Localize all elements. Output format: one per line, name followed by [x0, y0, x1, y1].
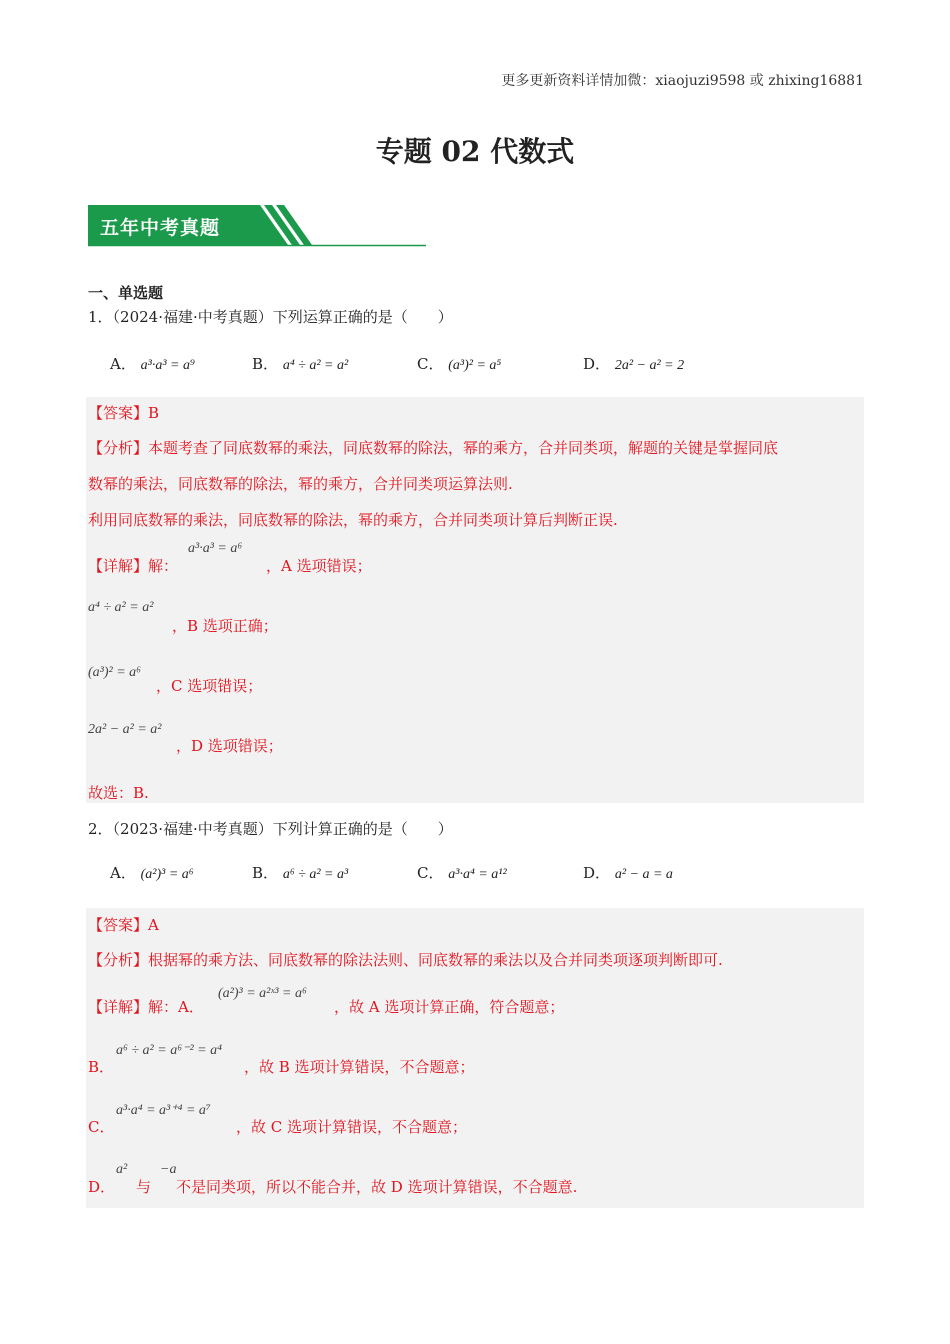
q2-detail-text-b: ，故 B 选项计算错误，不合题意；	[244, 1058, 475, 1076]
q2-detail-text-a: ，故 A 选项计算正确，符合题意；	[334, 998, 565, 1016]
option-math: a³·a⁴ = a¹²	[448, 867, 507, 882]
q2-option-b	[252, 862, 348, 883]
q2-detail-math-a: (a²)³ = a²ˣ³ = a⁶	[218, 986, 307, 1001]
section-heading: 一、单选题	[88, 284, 164, 302]
option-label: A．	[110, 355, 136, 373]
q2-solution-box	[86, 908, 864, 1208]
q1-analysis-line-1: 【分析】本题考查了同底数幂的乘法，同底数幂的除法，幂的乘方，合并同类项，解题的关键是掌握同底	[88, 439, 779, 457]
q2-detail-label: 【详解】解：A．	[88, 998, 204, 1016]
q1-analysis-line-2: 数幂的乘法，同底数幂的除法，幂的乘方，合并同类项运算法则.	[88, 475, 513, 493]
section-banner	[88, 203, 426, 247]
option-math: a⁴ ÷ a² = a²	[282, 358, 349, 373]
option-label: D．	[583, 864, 611, 882]
q2-detail-math-d2: −a	[160, 1162, 177, 1177]
q1-answer: 【答案】B	[88, 404, 160, 422]
option-math: a⁶ ÷ a² = a³	[282, 867, 349, 882]
q1-detail-text-4: ，D 选项错误；	[176, 737, 283, 755]
banner-label: 五年中考真题	[100, 217, 221, 239]
page-title: 专题 02 代数式	[375, 135, 575, 168]
q1-detail-math-2: a⁴ ÷ a² = a²	[88, 600, 154, 615]
q1-detail-text-2: ，B 选项正确；	[172, 617, 278, 635]
q2-answer: 【答案】A	[88, 916, 159, 934]
q2-detail-label-b: B．	[88, 1058, 115, 1076]
question-1-stem: 1．（2024·福建·中考真题）下列运算正确的是（ ）	[88, 308, 453, 326]
q2-detail-math-b: a⁶ ÷ a² = a⁶⁻² = a⁴	[116, 1043, 222, 1058]
q2-detail-math-d1: a²	[116, 1162, 128, 1177]
question-2-stem: 2．（2023·福建·中考真题）下列计算正确的是（ ）	[88, 820, 453, 838]
q1-option-b	[252, 353, 348, 374]
q1-conclusion: 故选：B.	[88, 784, 149, 802]
q2-option-a	[110, 862, 194, 883]
option-math: a³·a³ = a⁹	[140, 358, 195, 373]
q2-detail-text-d: 不是同类项，所以不能合并，故 D 选项计算错误，不合题意.	[176, 1178, 578, 1196]
header-contact-note: 更多更新资料详情加微：xiaojuzi9598 或 zhixing16881	[501, 73, 864, 89]
option-label: A．	[110, 864, 136, 882]
q1-analysis-line-3: 利用同底数幂的乘法，同底数幂的除法，幂的乘方，合并同类项计算后判断正误.	[88, 511, 618, 529]
option-label: B．	[252, 355, 279, 373]
q1-option-d	[583, 353, 684, 374]
option-label: D．	[583, 355, 611, 373]
option-label: C．	[417, 355, 444, 373]
q2-option-d	[583, 862, 673, 883]
q2-detail-text-c: ，故 C 选项计算错误，不合题意；	[236, 1118, 468, 1136]
option-math: (a³)² = a⁵	[448, 358, 502, 373]
q2-detail-label-c: C．	[88, 1118, 115, 1136]
option-label: B．	[252, 864, 279, 882]
q2-detail-math-c: a³·a⁴ = a³⁺⁴ = a⁷	[116, 1103, 211, 1118]
q2-detail-with: 与	[136, 1178, 152, 1196]
q2-option-c	[417, 862, 507, 883]
q1-solution-box	[86, 397, 864, 803]
option-label: C．	[417, 864, 444, 882]
q1-option-a	[110, 353, 195, 374]
option-math: a² − a = a	[614, 867, 673, 882]
q1-option-c	[417, 353, 501, 374]
q1-detail-text-3: ，C 选项错误；	[156, 677, 263, 695]
q1-detail-math-4: 2a² − a² = a²	[88, 722, 162, 737]
option-math: 2a² − a² = 2	[614, 358, 685, 373]
q1-detail-math-3: (a³)² = a⁶	[88, 665, 142, 680]
q1-detail-label: 【详解】解：	[88, 557, 179, 575]
q2-analysis: 【分析】根据幂的乘方法、同底数幂的除法法则、同底数幂的乘法以及合并同类项逐项判断即可.	[88, 951, 723, 969]
q2-detail-label-d: D．	[88, 1178, 116, 1196]
option-math: (a²)³ = a⁶	[140, 867, 194, 882]
q1-detail-math-1: a³·a³ = a⁶	[188, 541, 243, 556]
q1-detail-text-1: ，A 选项错误；	[266, 557, 372, 575]
